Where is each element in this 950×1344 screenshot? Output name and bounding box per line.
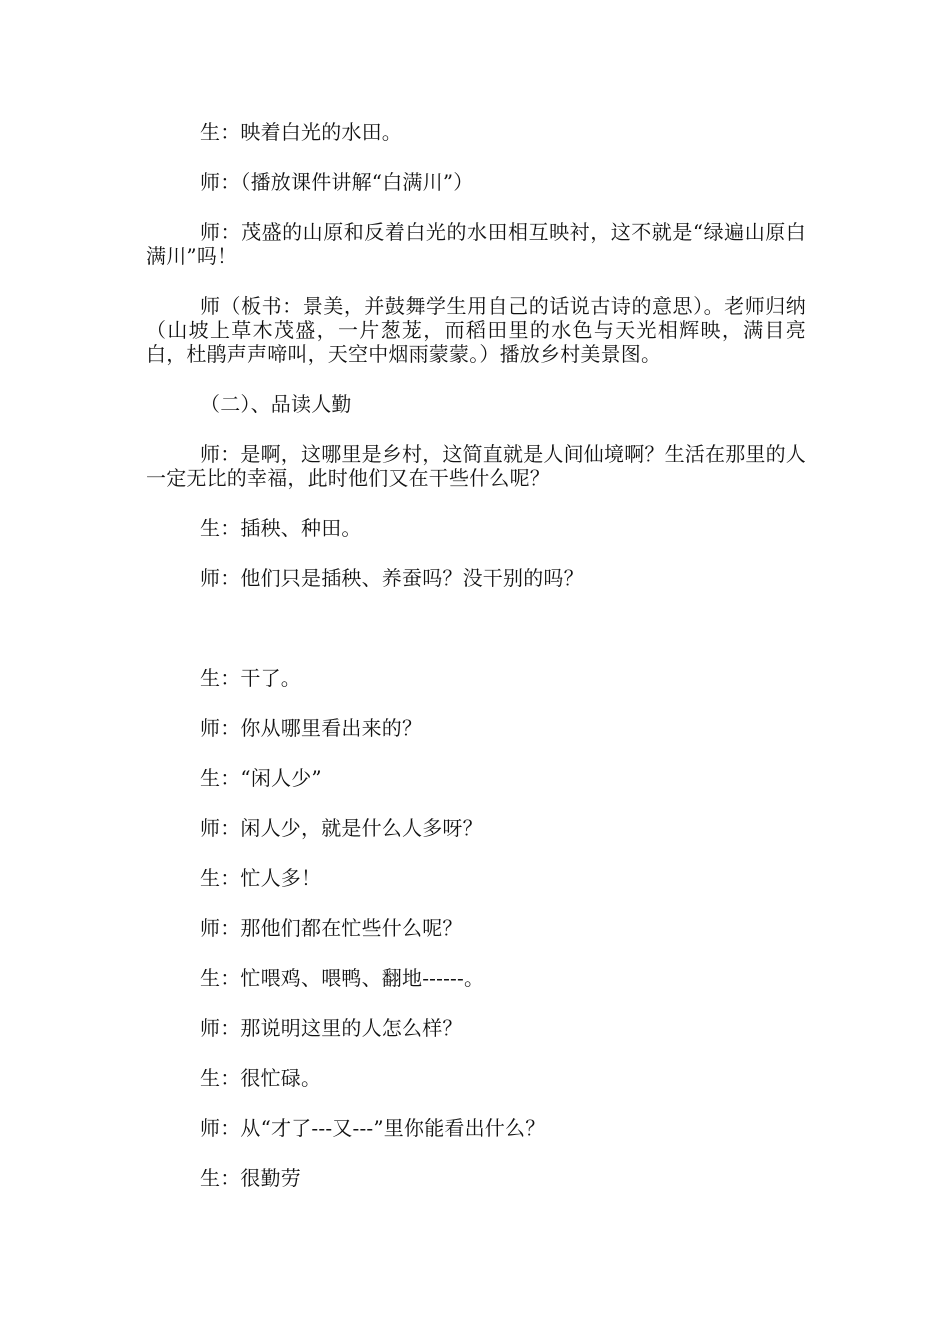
paragraph: 生：很忙碌。 — [200, 1066, 322, 1090]
paragraph: 师：他们只是插秧、养蚕吗？没干别的吗？ — [200, 566, 584, 590]
paragraph: 生：忙喂鸡、喂鸭、翻地------。 — [200, 966, 485, 990]
paragraph: 生：很勤劳 — [200, 1166, 301, 1190]
blank-space — [146, 616, 806, 666]
paragraph: 师：是啊，这哪里是乡村，这简直就是人间仙境啊？生活在那里的人一定无比的幸福，此时他们又在干些什么呢？ — [146, 442, 806, 490]
paragraph: 师：从“才了---又---”里你能看出什么？ — [200, 1116, 546, 1140]
paragraph: 师：你从哪里看出来的？ — [200, 716, 423, 740]
paragraph: 师：（播放课件讲解“白满川”） — [200, 170, 474, 194]
paragraph: 师：闲人少，就是什么人多呀？ — [200, 816, 483, 840]
paragraph: 师：那他们都在忙些什么呢？ — [200, 916, 463, 940]
paragraph: 生：“闲人少” — [200, 766, 322, 790]
paragraph: 师（板书：景美，并鼓舞学生用自己的话说古诗的意思）。老师归纳（山坡上草木茂盛，一片葱茏，而稻田里的水色与天光相辉映，满目亮白，杜鹃声声啼叫，天空中烟雨蒙蒙。）播放乡村美景图。 — [146, 294, 806, 366]
section-heading: （二）、品读人勤 — [200, 392, 352, 416]
paragraph: 师：茂盛的山原和反着白光的水田相互映衬，这不就是“绿遍山原白满川”吗！ — [146, 220, 806, 268]
paragraph: 师：那说明这里的人怎么样？ — [200, 1016, 463, 1040]
paragraph: 生：忙人多！ — [200, 866, 322, 890]
document-body — [146, 120, 806, 1216]
paragraph: 生：插秧、种田。 — [200, 516, 362, 540]
paragraph: 生：干了。 — [200, 666, 301, 690]
paragraph: 生：映着白光的水田。 — [200, 120, 402, 144]
